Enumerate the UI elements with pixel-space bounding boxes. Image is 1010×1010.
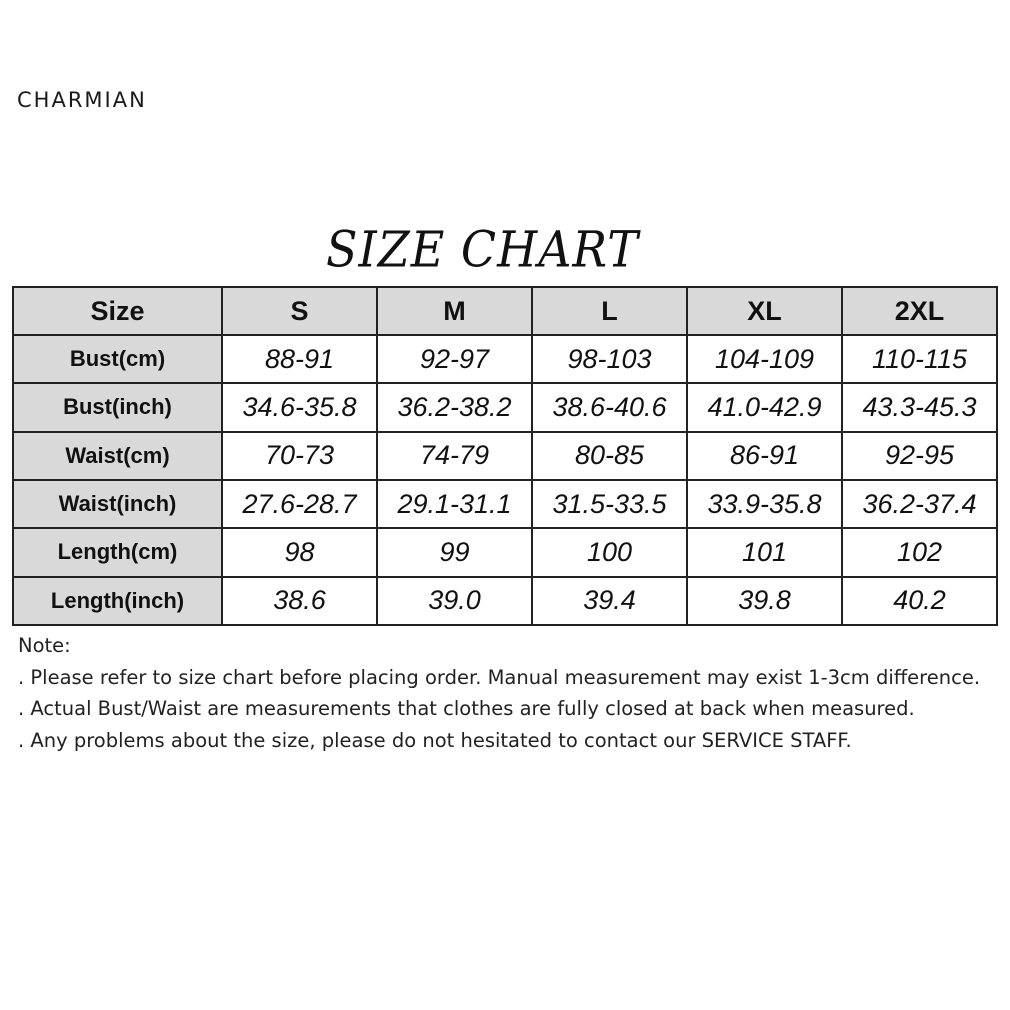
table-cell: 36.2-37.4 <box>842 480 997 528</box>
table-cell: 31.5-33.5 <box>532 480 687 528</box>
table-cell: 92-95 <box>842 432 997 480</box>
table-cell: 39.8 <box>687 577 842 625</box>
table-cell: 43.3-45.3 <box>842 383 997 431</box>
table-cell: 36.2-38.2 <box>377 383 532 431</box>
row-label: Length(inch) <box>13 577 222 625</box>
row-label: Waist(inch) <box>13 480 222 528</box>
table-cell: 27.6-28.7 <box>222 480 377 528</box>
header-xl: XL <box>687 287 842 335</box>
row-label: Length(cm) <box>13 528 222 576</box>
table-cell: 39.0 <box>377 577 532 625</box>
table-cell: 88-91 <box>222 335 377 383</box>
row-label: Bust(cm) <box>13 335 222 383</box>
header-l: L <box>532 287 687 335</box>
note-item: . Actual Bust/Waist are measurements that clothes are fully closed at back when measured. <box>18 697 915 720</box>
row-label: Bust(inch) <box>13 383 222 431</box>
table-cell: 39.4 <box>532 577 687 625</box>
table-row <box>13 577 997 625</box>
table-cell: 33.9-35.8 <box>687 480 842 528</box>
table-cell: 74-79 <box>377 432 532 480</box>
table-cell: 102 <box>842 528 997 576</box>
header-s: S <box>222 287 377 335</box>
table-row <box>13 335 997 383</box>
header-2xl: 2XL <box>842 287 997 335</box>
table-row <box>13 432 997 480</box>
table-cell: 99 <box>377 528 532 576</box>
table-cell: 70-73 <box>222 432 377 480</box>
notes-section <box>18 630 988 756</box>
header-m: M <box>377 287 532 335</box>
table-cell: 80-85 <box>532 432 687 480</box>
table-cell: 38.6 <box>222 577 377 625</box>
note-item: . Please refer to size chart before placing order. Manual measurement may exist 1-3cm difference. <box>18 665 981 689</box>
header-size: Size <box>13 287 222 335</box>
table-cell: 104-109 <box>687 335 842 383</box>
size-table <box>12 286 998 626</box>
table-row <box>13 528 997 576</box>
size-chart-title: SIZE CHART <box>326 219 639 279</box>
table-cell: 40.2 <box>842 577 997 625</box>
table-cell: 110-115 <box>842 335 997 383</box>
table-cell: 41.0-42.9 <box>687 383 842 431</box>
table-row <box>13 383 997 431</box>
table-cell: 98-103 <box>532 335 687 383</box>
note-item: . Any problems about the size, please do not hesitated to contact our SERVICE STAFF. <box>18 728 852 752</box>
table-cell: 92-97 <box>377 335 532 383</box>
table-cell: 98 <box>222 528 377 576</box>
table-cell: 38.6-40.6 <box>532 383 687 431</box>
table-cell: 86-91 <box>687 432 842 480</box>
table-cell: 29.1-31.1 <box>377 480 532 528</box>
row-label: Waist(cm) <box>13 432 222 480</box>
brand-logo-text: CHARMIAN <box>17 88 147 112</box>
notes-heading: Note: <box>18 634 71 657</box>
table-cell: 100 <box>532 528 687 576</box>
table-cell: 101 <box>687 528 842 576</box>
table-row <box>13 480 997 528</box>
table-header-row <box>13 287 997 335</box>
table-cell: 34.6-35.8 <box>222 383 377 431</box>
